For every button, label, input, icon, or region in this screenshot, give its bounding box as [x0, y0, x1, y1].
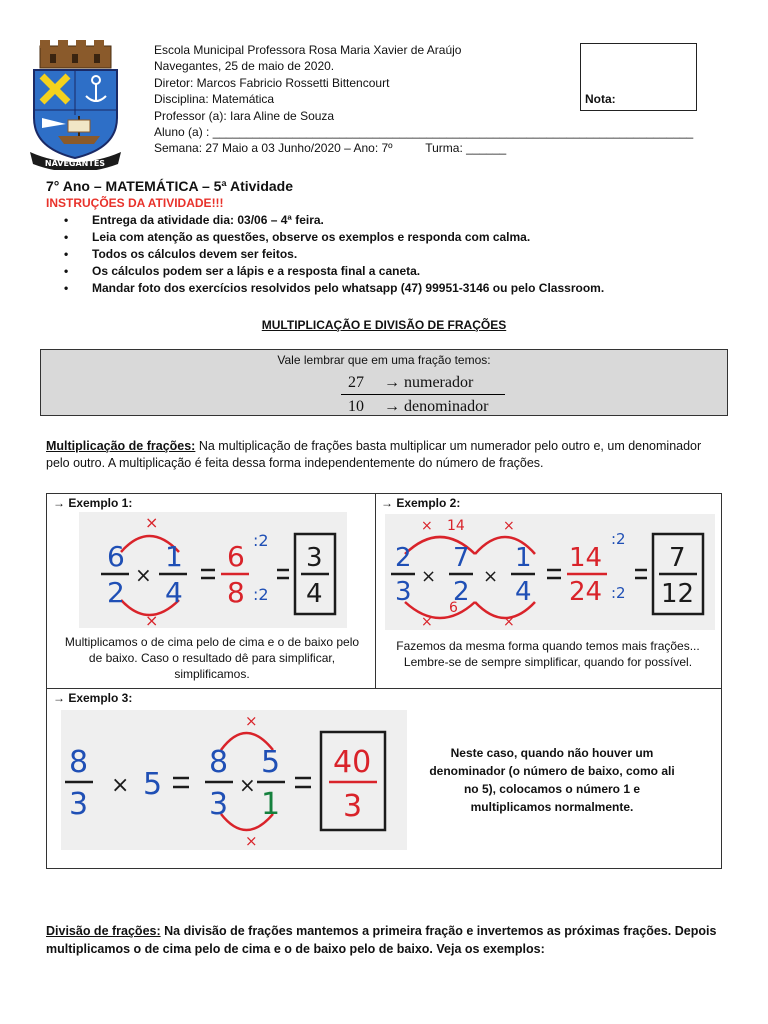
- fraction-reminder-box: [40, 349, 728, 416]
- division-heading: Divisão de frações:: [46, 924, 161, 938]
- svg-text:2: 2: [395, 543, 412, 573]
- svg-text::2: :2: [611, 584, 626, 602]
- grade-label: Nota:: [585, 92, 616, 106]
- director: Diretor: Marcos Fabricio Rossetti Bittencourt: [154, 75, 390, 90]
- reminder-text: Vale lembrar que em uma fração temos:: [277, 353, 491, 367]
- svg-text:14: 14: [447, 518, 465, 534]
- class-field[interactable]: Turma: ______: [425, 141, 507, 156]
- denominator-value: 10: [348, 397, 364, 415]
- svg-text:8: 8: [227, 576, 245, 609]
- fraction-bar: [341, 394, 505, 395]
- svg-text:4: 4: [306, 579, 323, 609]
- student-field[interactable]: Aluno (a) : ________________________________________________________________________: [154, 125, 694, 140]
- svg-text:×: ×: [111, 773, 130, 798]
- svg-text::2: :2: [611, 530, 626, 548]
- instruction-item: • Mandar foto dos exercícios resolvidos pelo whatsapp (47) 99951-3146 ou pelo Classroom.: [46, 280, 604, 297]
- svg-text:1: 1: [261, 787, 281, 822]
- svg-text:24: 24: [569, 577, 603, 607]
- svg-text:×: ×: [239, 773, 256, 797]
- svg-text:12: 12: [661, 579, 695, 609]
- svg-text:×: ×: [503, 614, 515, 630]
- grade-box: [580, 43, 697, 111]
- svg-text:×: ×: [421, 566, 437, 587]
- svg-text:6: 6: [227, 540, 245, 573]
- svg-text:×: ×: [145, 513, 159, 532]
- numerator-value: 27: [348, 373, 364, 391]
- example-2-image: [385, 514, 715, 630]
- multiplication-heading: Multiplicação de frações:: [46, 439, 196, 453]
- subject: Disciplina: Matemática: [154, 92, 275, 107]
- svg-text:1: 1: [165, 540, 183, 573]
- example-1-image: [79, 512, 347, 628]
- svg-text:14: 14: [569, 543, 603, 573]
- svg-text::2: :2: [253, 531, 269, 550]
- instructions-list: [46, 212, 604, 297]
- svg-text:8: 8: [69, 745, 89, 780]
- instruction-item: • Os cálculos podem ser a lápis e a resposta final a caneta.: [46, 263, 604, 280]
- svg-text:1: 1: [515, 543, 532, 573]
- division-paragraph: [46, 922, 726, 958]
- example-2-label: → Exemplo 2:: [381, 496, 461, 510]
- svg-text:3: 3: [395, 577, 412, 607]
- section-title: MULTIPLICAÇÃO E DIVISÃO DE FRAÇÕES: [261, 318, 507, 332]
- svg-text:40: 40: [333, 745, 372, 780]
- svg-text:2: 2: [107, 576, 125, 609]
- crest-banner-text: NAVEGANTES: [44, 159, 106, 168]
- instruction-item: • Entrega da atividade dia: 03/06 – 4ª feira.: [46, 212, 604, 229]
- grid-divider-horizontal: [47, 688, 721, 689]
- svg-text:3: 3: [306, 543, 323, 573]
- instructions-heading: INSTRUÇÕES DA ATIVIDADE!!!: [46, 196, 224, 210]
- example-2-caption: Fazemos da mesma forma quando temos mais frações... Lembre-se de sempre simplificar, quando for possível.: [396, 639, 700, 669]
- instruction-item: • Todos os cálculos devem ser feitos.: [46, 246, 604, 263]
- svg-text:6: 6: [449, 600, 458, 616]
- week-row: [154, 140, 674, 156]
- school-crest: [28, 40, 123, 170]
- svg-text:×: ×: [421, 614, 433, 630]
- svg-text:5: 5: [261, 745, 281, 780]
- examples-grid: [46, 493, 722, 869]
- denominator-label: → denominador: [384, 397, 489, 415]
- svg-text:×: ×: [483, 566, 499, 587]
- example-1-caption: Multiplicamos o de cima pelo de cima e o de baixo pelo de baixo. Caso o resultado dê para simplificar, simplificamos.: [64, 635, 360, 681]
- multiplication-text: Na multiplicação de frações basta multiplicar um numerador pelo outro e, um denominador pelo outro. A multiplicação é feita dessa forma independentemente do número de frações.: [46, 439, 702, 470]
- example-3-caption: Neste caso, quando não houver um denominador (o número de baixo, como ali no 5), colocamos o número 1 e multiplicamos normalmente.: [429, 746, 675, 814]
- example-3-label: → Exemplo 3:: [53, 691, 133, 705]
- grid-divider-vertical: [375, 494, 376, 688]
- division-text: Na divisão de frações mantemos a primeira fração e invertemos as próximas frações. Depois multiplicamos o de cima pelo de cima e o de baixo pelo de baixo. Veja os exemplos:: [46, 924, 717, 956]
- svg-text:4: 4: [515, 577, 532, 607]
- svg-text:3: 3: [343, 789, 363, 824]
- example-1-label: → Exemplo 1:: [53, 496, 133, 510]
- svg-text:4: 4: [165, 576, 183, 609]
- fraction-example: [341, 372, 488, 417]
- svg-text:6: 6: [107, 540, 125, 573]
- teacher: Professor (a): Iara Aline de Souza: [154, 108, 335, 123]
- svg-text:2: 2: [453, 577, 470, 607]
- multiplication-paragraph: [46, 438, 726, 472]
- school-name: Escola Municipal Professora Rosa Maria Xavier de Araújo: [154, 43, 462, 57]
- city-date: Navegantes, 25 de maio de 2020.: [154, 59, 335, 74]
- svg-text:3: 3: [209, 787, 229, 822]
- week-text: Semana: 27 Maio a 03 Junho/2020 – Ano: 7º: [154, 141, 393, 156]
- svg-text:3: 3: [69, 787, 89, 822]
- svg-text:5: 5: [143, 767, 163, 802]
- svg-text:×: ×: [135, 563, 152, 587]
- svg-text:×: ×: [145, 611, 159, 628]
- svg-text:×: ×: [245, 832, 258, 850]
- svg-text::2: :2: [253, 585, 269, 604]
- svg-text:×: ×: [245, 712, 258, 730]
- svg-text:×: ×: [503, 518, 515, 534]
- instruction-item: • Leia com atenção as questões, observe os exemplos e responda com calma.: [46, 229, 604, 246]
- svg-text:7: 7: [453, 543, 470, 573]
- svg-text:×: ×: [421, 518, 433, 534]
- page-title: 7° Ano – MATEMÁTICA – 5ª Atividade: [46, 178, 293, 194]
- svg-text:8: 8: [209, 745, 229, 780]
- numerator-label: → numerador: [384, 373, 474, 391]
- example-3-image: [61, 710, 407, 850]
- svg-text:7: 7: [669, 543, 686, 573]
